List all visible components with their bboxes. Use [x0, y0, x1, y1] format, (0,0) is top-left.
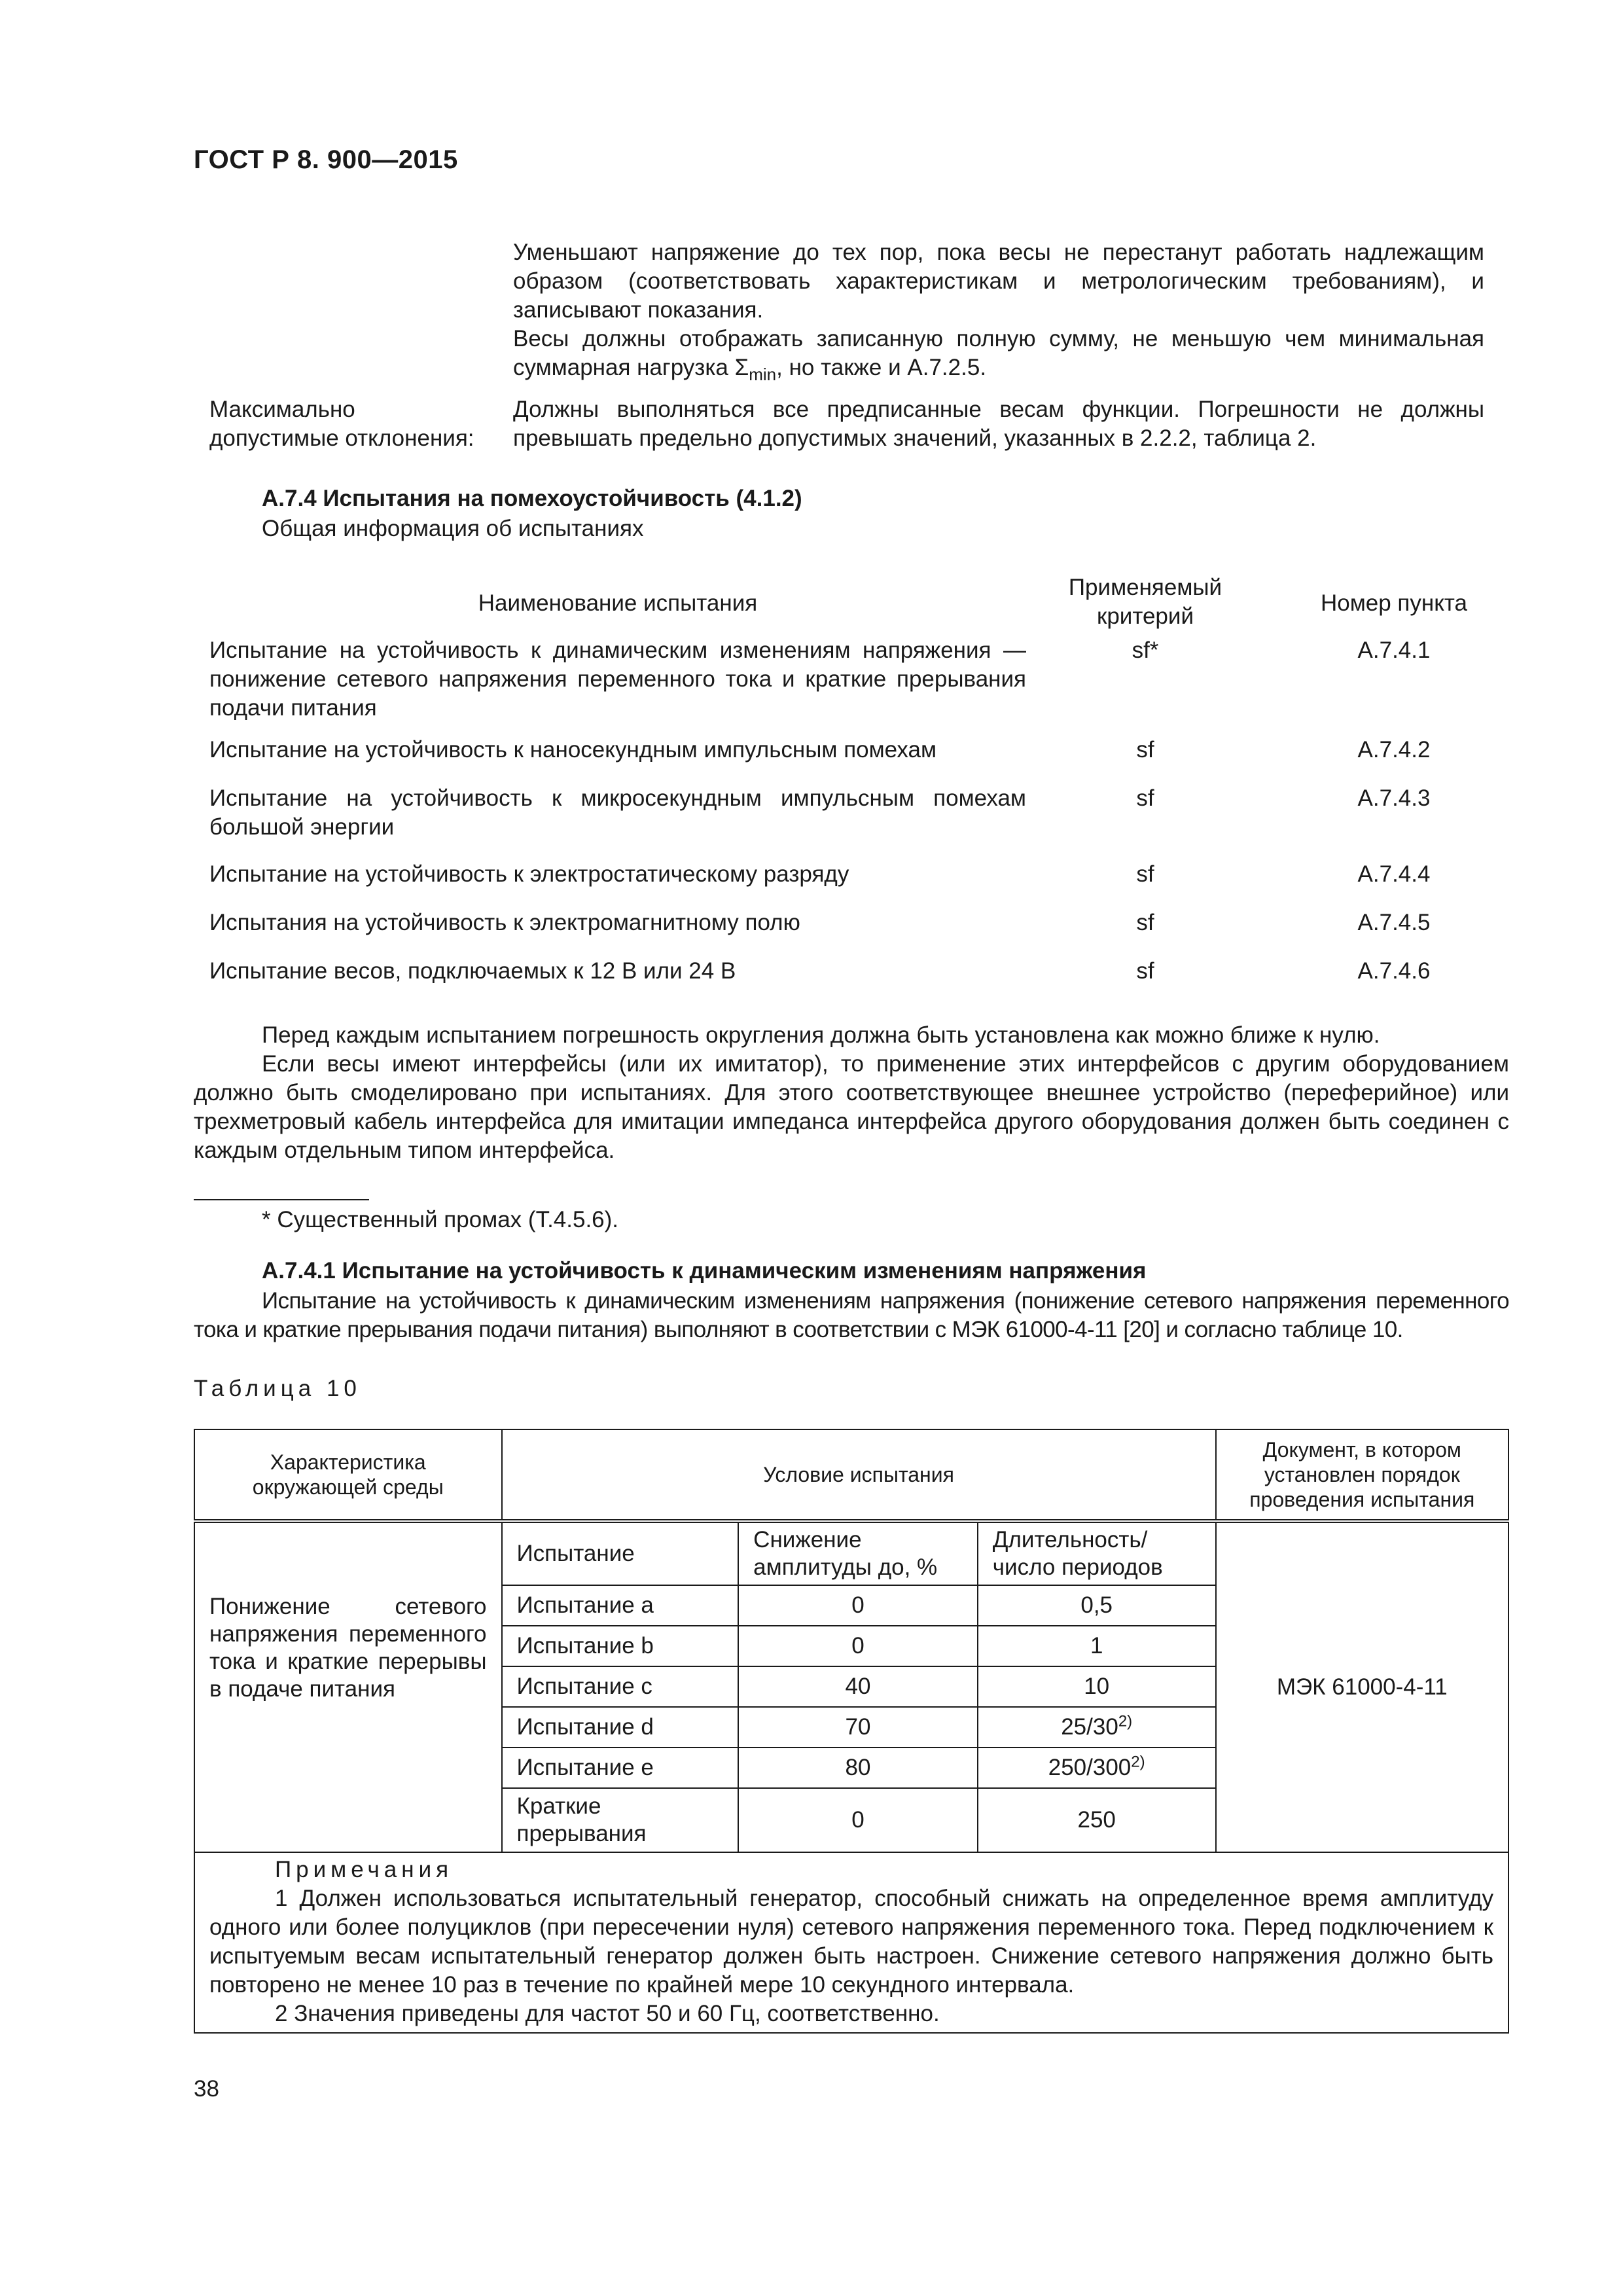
col-header-clause: Номер пункта [1320, 590, 1468, 616]
col-header-criterion: Применяемый критерий [1068, 575, 1222, 629]
section-a74-heading: А.7.4 Испытания на помехоустойчивость (4.1.2) [262, 486, 802, 511]
header-environment: Характеристика окружающей среды [194, 1429, 502, 1521]
test-name: Испытание на устойчивость к наносекундным импульсным помехам [209, 737, 937, 762]
test-criterion: sf [1136, 785, 1154, 811]
interfaces-paragraph: Если весы имеют интерфейсы (или их имитатор), то применение этих интерфейсов с другим оборудованием должно быть смоделировано при испытаниях. Для этого соответствующее внешнее устройство (переферийное) или трехметровый кабель интерфейса для имитации импеданса интерфейса другого оборудования должен быть соединен с каждым отдельным типом интерфейса. [194, 1051, 1509, 1163]
reduction-cell: 0 [738, 1585, 978, 1626]
page-number: 38 [194, 2076, 219, 2102]
duration-cell [978, 1666, 1216, 1707]
duration-value: 0,5 [1080, 1592, 1113, 1618]
footnote-marker: 2) [1118, 1712, 1133, 1731]
reduction-cell: 70 [738, 1707, 978, 1748]
table-header-row [194, 1429, 1508, 1521]
max-deviation-text: Должны выполняться все предписанные весам функции. Погрешности не должны превышать предельно допустимых значений, указанных в 2.2.2, таблица 2. [513, 397, 1484, 451]
header-document: Документ, в котором установлен порядок проведения испытания [1216, 1429, 1508, 1521]
test-name-cell: Краткие прерывания [502, 1788, 739, 1852]
reduction-cell: 0 [738, 1626, 978, 1666]
test-name-cell: Испытание e [502, 1748, 739, 1788]
test-name-cell: Испытание c [502, 1666, 739, 1707]
test-name: Испытание на устойчивость к микросекундным импульсным помехам большой энергии [209, 785, 1026, 840]
intro-paragraph-2-tail: , но также и А.7.2.5. [776, 355, 987, 380]
test-clause: А.7.4.3 [1357, 785, 1431, 811]
table-10-caption: Таблица 10 [194, 1376, 361, 1401]
test-name: Испытание на устойчивость к динамическим изменениям напряжения — понижение сетевого напряжения переменного тока и краткие прерывания подачи питания [209, 637, 1026, 721]
note-1: 1 Должен использоваться испытательный генератор, способный снижать на определенное время амплитуду одного или более полуциклов (при пересечении нуля) сетевого напряжения переменного тока. Перед подключением к испытуемым весам испытательный генератор должен быть настроен. Снижение сетевого напряжения должно быть повторено не менее 10 раз в течение по крайней мере 10 секундного интервала. [209, 1886, 1493, 1998]
reduction-cell: 0 [738, 1788, 978, 1852]
test-clause: А.7.4.2 [1357, 737, 1431, 762]
test-name-cell: Испытание a [502, 1585, 739, 1626]
table-notes-row [194, 1852, 1508, 2033]
test-clause: А.7.4.5 [1357, 910, 1431, 935]
notes-title: Примечания [275, 1857, 454, 1882]
environment-characteristic: Понижение сетевого напряжения переменного тока и краткие перерывы в подаче питания [194, 1521, 502, 1852]
duration-cell [978, 1748, 1216, 1788]
duration-value: 250/300 [1048, 1755, 1132, 1780]
header-test-condition: Условие испытания [502, 1429, 1216, 1521]
test-criterion: sf* [1132, 637, 1159, 663]
document-id: ГОСТ Р 8. 900—2015 [194, 145, 458, 174]
sigma-min-subscript: min [749, 365, 777, 384]
table-notes [194, 1852, 1508, 2033]
footnote: * Существенный промах (Т.4.5.6). [262, 1207, 619, 1232]
test-criterion: sf [1136, 958, 1154, 984]
duration-value: 250 [1077, 1807, 1116, 1833]
reduction-cell: 40 [738, 1666, 978, 1707]
test-clause: А.7.4.6 [1357, 958, 1431, 984]
reference-document: МЭК 61000-4-11 [1216, 1521, 1508, 1852]
test-name: Испытания на устойчивость к электромагнитному полю [209, 910, 800, 935]
test-name: Испытание весов, подключаемых к 12 В или 24 В [209, 958, 736, 984]
test-name-cell: Испытание b [502, 1626, 739, 1666]
max-deviation-label: Максимально допустимые отклонения: [209, 397, 474, 451]
test-clause: А.7.4.1 [1357, 637, 1431, 663]
section-a741-heading: А.7.4.1 Испытание на устойчивость к динамическим изменениям напряжения [262, 1258, 1147, 1283]
table-10 [194, 1429, 1509, 2034]
duration-value: 10 [1084, 1674, 1110, 1699]
duration-cell [978, 1626, 1216, 1666]
footnote-marker: 2) [1131, 1753, 1145, 1771]
subheader-duration: Длительность/ число периодов [978, 1521, 1216, 1585]
footnote-separator [194, 1199, 369, 1200]
table-subheader-row [194, 1521, 1508, 1585]
duration-cell [978, 1585, 1216, 1626]
duration-value: 1 [1090, 1633, 1103, 1659]
section-a74-subheading: Общая информация об испытаниях [262, 516, 644, 541]
subheader-reduction: Снижение амплитуды до, % [738, 1521, 978, 1585]
subheader-test: Испытание [502, 1521, 739, 1585]
section-a741-paragraph: Испытание на устойчивость к динамическим изменениям напряжения (понижение сетевого напряжения переменного тока и краткие прерывания подачи питания) выполняют в соответствии с МЭК 61000-4-11 [20] и согласно таблице 10. [194, 1288, 1509, 1342]
test-clause: А.7.4.4 [1357, 861, 1431, 887]
reduction-cell: 80 [738, 1748, 978, 1788]
intro-paragraph-2 [513, 325, 1484, 382]
intro-paragraph-1: Уменьшают напряжение до тех пор, пока весы не перестанут работать надлежащим образом (соответствовать характеристикам и метрологическим требованиям), и записывают показания. [513, 240, 1484, 323]
test-name-cell: Испытание d [502, 1707, 739, 1748]
test-criterion: sf [1136, 861, 1154, 887]
col-header-test-name: Наименование испытания [478, 590, 758, 616]
note-2: 2 Значения приведены для частот 50 и 60 Гц, соответственно. [275, 2001, 940, 2026]
test-criterion: sf [1136, 910, 1154, 935]
test-criterion: sf [1136, 737, 1154, 762]
duration-cell [978, 1788, 1216, 1852]
test-name: Испытание на устойчивость к электростатическому разряду [209, 861, 849, 887]
duration-cell [978, 1707, 1216, 1748]
intro-paragraph-2-text: Весы должны отображать записанную полную сумму, не меньшую чем минимальная суммарная нагрузка Σ [513, 326, 1484, 380]
duration-value: 25/30 [1061, 1714, 1118, 1740]
rounding-paragraph: Перед каждым испытанием погрешность округления должна быть установлена как можно ближе к нулю. [262, 1022, 1380, 1048]
